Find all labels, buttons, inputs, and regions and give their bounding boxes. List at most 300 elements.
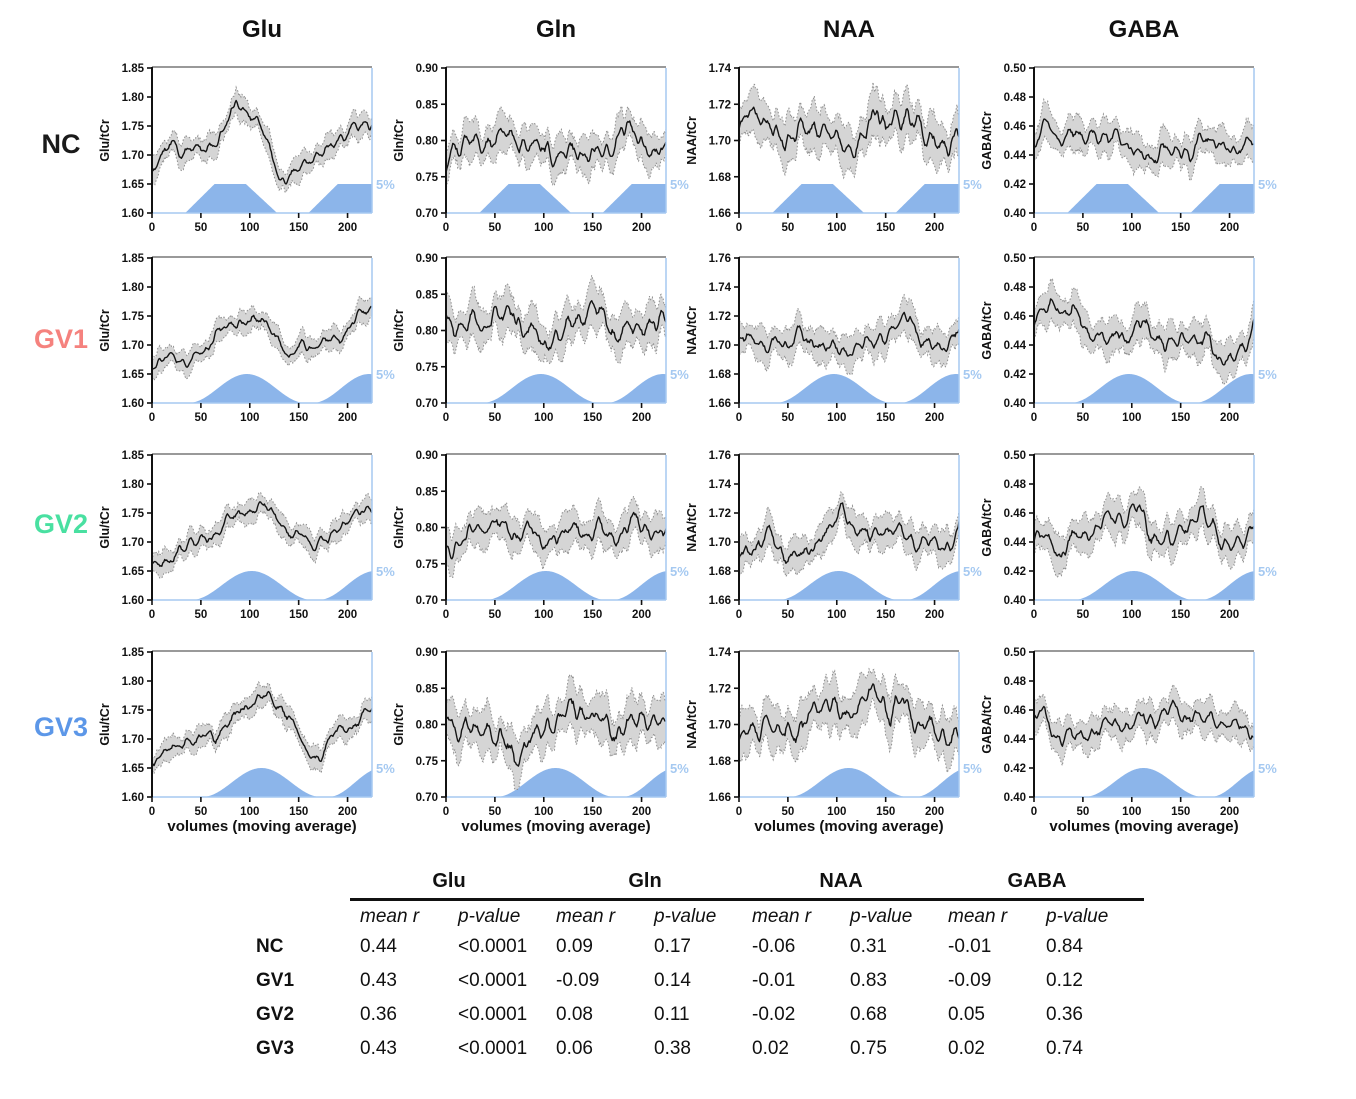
table-subheader: p-value bbox=[1046, 906, 1109, 927]
table-subheader: p-value bbox=[458, 906, 521, 927]
confidence-band bbox=[446, 275, 666, 364]
table-cell: 0.02 bbox=[752, 1038, 789, 1059]
y-tick-label: 0.70 bbox=[415, 208, 438, 220]
x-tick-label: 50 bbox=[488, 609, 502, 621]
x-tick-label: 200 bbox=[337, 806, 358, 818]
stim-percent-label: 5% bbox=[376, 761, 395, 776]
plot-gv2-naa bbox=[682, 449, 995, 622]
x-tick-label: 150 bbox=[1171, 806, 1191, 818]
x-tick-label: 50 bbox=[194, 806, 208, 818]
subplot-svg bbox=[95, 646, 408, 819]
y-tick-label: 1.75 bbox=[121, 705, 144, 717]
table-cell: 0.08 bbox=[556, 1004, 593, 1025]
plot-nc-glu bbox=[95, 62, 408, 235]
stim-percent-label: 5% bbox=[1258, 367, 1277, 382]
stim-percent-label: 5% bbox=[376, 564, 395, 579]
x-tick-label: 150 bbox=[1171, 222, 1191, 234]
confidence-band bbox=[152, 87, 372, 192]
y-axis-title: Gln/tCr bbox=[392, 309, 406, 352]
x-tick-label: 200 bbox=[924, 222, 945, 234]
y-tick-label: 1.68 bbox=[708, 566, 731, 578]
table-cell: -0.01 bbox=[752, 970, 796, 991]
x-tick-label: 200 bbox=[337, 609, 358, 621]
y-tick-label: 1.65 bbox=[121, 369, 144, 381]
confidence-band bbox=[152, 682, 372, 774]
table-cell: 0.02 bbox=[948, 1038, 985, 1059]
y-axis-title: Glu/tCr bbox=[98, 119, 112, 162]
confidence-band bbox=[1034, 99, 1254, 180]
column-title-gln: Gln bbox=[536, 16, 576, 43]
stimulus-wave bbox=[1034, 184, 1254, 213]
y-axis-title: GABA/tCr bbox=[980, 498, 994, 557]
y-tick-label: 0.90 bbox=[415, 647, 438, 659]
plot-gv3-glu bbox=[95, 646, 408, 819]
y-tick-label: 0.50 bbox=[1003, 647, 1026, 659]
y-tick-label: 1.65 bbox=[121, 566, 144, 578]
table-cell: 0.84 bbox=[1046, 936, 1083, 957]
stim-percent-label: 5% bbox=[376, 367, 395, 382]
x-tick-label: 0 bbox=[442, 222, 450, 234]
x-tick-label: 100 bbox=[240, 222, 260, 234]
y-tick-label: 1.68 bbox=[708, 171, 731, 184]
y-tick-label: 1.66 bbox=[708, 792, 731, 804]
y-axis-title: Glu/tCr bbox=[98, 506, 112, 549]
y-tick-label: 1.85 bbox=[121, 253, 144, 265]
x-tick-label: 150 bbox=[1171, 412, 1191, 424]
y-tick-label: 1.76 bbox=[708, 450, 731, 462]
confidence-band bbox=[739, 669, 959, 773]
table-cell: 0.06 bbox=[556, 1038, 593, 1059]
y-tick-label: 0.75 bbox=[415, 361, 438, 374]
stim-percent-label: 5% bbox=[963, 367, 982, 382]
y-tick-label: 0.40 bbox=[1003, 398, 1026, 410]
x-tick-label: 150 bbox=[876, 412, 896, 424]
y-tick-label: 0.48 bbox=[1003, 282, 1026, 294]
table-cell: <0.0001 bbox=[458, 936, 528, 957]
x-tick-label: 200 bbox=[924, 806, 945, 818]
stimulus-wave bbox=[446, 184, 666, 213]
x-tick-label: 150 bbox=[583, 806, 603, 818]
y-tick-label: 1.68 bbox=[708, 755, 731, 768]
subplot-svg bbox=[95, 62, 408, 235]
table-cell: 0.44 bbox=[360, 936, 397, 957]
table-group-glu: Glu bbox=[432, 870, 466, 892]
y-tick-label: 1.75 bbox=[121, 311, 144, 323]
stimulus-wave bbox=[446, 768, 666, 797]
y-tick-label: 0.42 bbox=[1003, 566, 1026, 578]
y-tick-label: 1.72 bbox=[708, 683, 731, 696]
subplot-svg bbox=[977, 646, 1290, 819]
y-axis-title: GABA/tCr bbox=[980, 301, 994, 360]
y-tick-label: 0.46 bbox=[1003, 311, 1026, 323]
x-tick-label: 100 bbox=[1122, 806, 1142, 818]
y-axis-title: GABA/tCr bbox=[980, 111, 994, 170]
x-tick-label: 0 bbox=[735, 609, 743, 621]
x-tick-label: 100 bbox=[240, 412, 260, 424]
confidence-band bbox=[152, 492, 372, 578]
x-tick-label: 50 bbox=[488, 806, 502, 818]
stim-percent-label: 5% bbox=[376, 177, 395, 192]
x-tick-label: 150 bbox=[583, 412, 603, 424]
x-tick-label: 200 bbox=[1219, 412, 1240, 424]
y-axis-title: Gln/tCr bbox=[392, 703, 406, 746]
subplot-svg bbox=[95, 449, 408, 622]
y-tick-label: 0.80 bbox=[415, 325, 438, 338]
y-axis-title: Gln/tCr bbox=[392, 506, 406, 549]
confidence-band bbox=[739, 295, 959, 375]
plot-nc-naa bbox=[682, 62, 995, 235]
y-tick-label: 1.68 bbox=[708, 369, 731, 381]
column-title-naa: NAA bbox=[823, 16, 875, 43]
x-tick-label: 50 bbox=[488, 412, 502, 424]
row-label-nc: NC bbox=[41, 129, 81, 159]
y-tick-label: 0.90 bbox=[415, 450, 438, 462]
column-title-glu: Glu bbox=[242, 16, 282, 43]
subplot-svg bbox=[389, 62, 702, 235]
x-tick-label: 50 bbox=[194, 609, 208, 621]
plot-gv1-glu bbox=[95, 252, 408, 425]
y-tick-label: 1.80 bbox=[121, 676, 144, 688]
x-tick-label: 150 bbox=[289, 609, 309, 621]
subplot-svg bbox=[682, 252, 995, 425]
stimulus-wave bbox=[739, 184, 959, 213]
table-cell: 0.36 bbox=[360, 1004, 397, 1025]
x-axis-label: volumes (moving average) bbox=[461, 818, 651, 835]
stimulus-wave bbox=[1034, 768, 1254, 797]
table-cell: 0.43 bbox=[360, 1038, 397, 1059]
x-tick-label: 200 bbox=[1219, 609, 1240, 621]
stim-percent-label: 5% bbox=[963, 177, 982, 192]
y-tick-label: 0.48 bbox=[1003, 92, 1026, 104]
y-tick-label: 0.42 bbox=[1003, 369, 1026, 381]
confidence-band bbox=[1034, 685, 1254, 766]
x-tick-label: 100 bbox=[1122, 609, 1142, 621]
x-axis-label: volumes (moving average) bbox=[1049, 818, 1239, 835]
table-header-rule bbox=[350, 898, 1144, 901]
stimulus-wave bbox=[446, 571, 666, 600]
y-tick-label: 1.70 bbox=[121, 537, 144, 549]
y-axis-title: GABA/tCr bbox=[980, 695, 994, 754]
y-tick-label: 0.46 bbox=[1003, 508, 1026, 520]
y-tick-label: 1.70 bbox=[708, 340, 731, 352]
y-tick-label: 0.50 bbox=[1003, 253, 1026, 265]
plot-gv2-gln bbox=[389, 449, 702, 622]
x-tick-label: 100 bbox=[1122, 412, 1142, 424]
subplot-svg bbox=[682, 646, 995, 819]
subplot-svg bbox=[389, 449, 702, 622]
x-tick-label: 0 bbox=[442, 609, 450, 621]
x-tick-label: 50 bbox=[194, 412, 208, 424]
x-tick-label: 50 bbox=[1076, 806, 1090, 818]
stim-percent-label: 5% bbox=[1258, 761, 1277, 776]
table-cell: -0.09 bbox=[556, 970, 600, 991]
confidence-band bbox=[1034, 487, 1254, 577]
column-title-gaba: GABA bbox=[1108, 16, 1180, 43]
y-axis-title: Glu/tCr bbox=[98, 703, 112, 746]
x-tick-label: 100 bbox=[534, 806, 554, 818]
plot-gv3-naa bbox=[682, 646, 995, 819]
y-tick-label: 0.80 bbox=[415, 135, 438, 148]
plot-gv2-gaba bbox=[977, 449, 1290, 622]
x-tick-label: 200 bbox=[631, 806, 652, 818]
table-cell: 0.74 bbox=[1046, 1038, 1083, 1059]
x-tick-label: 100 bbox=[827, 412, 847, 424]
stim-percent-label: 5% bbox=[670, 177, 689, 192]
y-tick-label: 1.70 bbox=[708, 135, 731, 148]
y-tick-label: 0.85 bbox=[415, 99, 438, 112]
y-tick-label: 0.70 bbox=[415, 792, 438, 804]
table-cell: <0.0001 bbox=[458, 970, 528, 991]
y-axis-title: NAA/tCr bbox=[685, 116, 699, 165]
subplot-svg bbox=[977, 62, 1290, 235]
table-cell: 0.68 bbox=[850, 1004, 887, 1025]
stimulus-wave bbox=[152, 768, 372, 797]
y-axis-title: NAA/tCr bbox=[685, 700, 699, 749]
x-tick-label: 50 bbox=[1076, 609, 1090, 621]
table-group-gln: Gln bbox=[628, 870, 662, 892]
y-axis-title: Glu/tCr bbox=[98, 309, 112, 352]
table-cell: 0.17 bbox=[654, 936, 691, 957]
x-tick-label: 0 bbox=[735, 806, 743, 818]
x-tick-label: 100 bbox=[534, 412, 554, 424]
x-tick-label: 200 bbox=[631, 222, 652, 234]
x-tick-label: 50 bbox=[488, 222, 502, 234]
y-tick-label: 1.80 bbox=[121, 92, 144, 104]
x-tick-label: 50 bbox=[781, 806, 795, 818]
y-tick-label: 1.66 bbox=[708, 398, 731, 410]
x-tick-label: 150 bbox=[876, 806, 896, 818]
x-axis-label: volumes (moving average) bbox=[754, 818, 944, 835]
y-tick-label: 1.74 bbox=[708, 647, 731, 659]
y-tick-label: 1.66 bbox=[708, 595, 731, 607]
table-cell: -0.06 bbox=[752, 936, 796, 957]
row-label-gv1: GV1 bbox=[33, 324, 89, 354]
table-cell: 0.09 bbox=[556, 936, 593, 957]
stim-percent-label: 5% bbox=[963, 761, 982, 776]
table-cell: 0.05 bbox=[948, 1004, 985, 1025]
stimulus-wave bbox=[1034, 374, 1254, 403]
y-tick-label: 0.48 bbox=[1003, 479, 1026, 491]
stimulus-wave bbox=[1034, 571, 1254, 600]
y-tick-label: 1.65 bbox=[121, 763, 144, 775]
x-tick-label: 50 bbox=[194, 222, 208, 234]
table-cell: 0.36 bbox=[1046, 1004, 1083, 1025]
y-tick-label: 1.70 bbox=[708, 719, 731, 732]
table-cell: 0.75 bbox=[850, 1038, 887, 1059]
x-tick-label: 100 bbox=[1122, 222, 1142, 234]
subplot-svg bbox=[389, 646, 702, 819]
y-tick-label: 0.44 bbox=[1003, 340, 1026, 352]
x-tick-label: 50 bbox=[1076, 412, 1090, 424]
x-tick-label: 50 bbox=[781, 412, 795, 424]
x-tick-label: 100 bbox=[534, 609, 554, 621]
y-axis-title: NAA/tCr bbox=[685, 503, 699, 552]
y-tick-label: 1.60 bbox=[121, 595, 144, 607]
table-cell: 0.83 bbox=[850, 970, 887, 991]
subplot-svg bbox=[682, 449, 995, 622]
y-tick-label: 1.70 bbox=[121, 734, 144, 746]
table-group-naa: NAA bbox=[819, 870, 863, 892]
y-tick-label: 1.80 bbox=[121, 479, 144, 491]
x-tick-label: 0 bbox=[1030, 222, 1038, 234]
table-cell: 0.38 bbox=[654, 1038, 691, 1059]
y-tick-label: 1.85 bbox=[121, 63, 144, 75]
stimulus-wave bbox=[739, 374, 959, 403]
table-cell: 0.12 bbox=[1046, 970, 1083, 991]
table-row-label: GV1 bbox=[256, 970, 295, 991]
y-tick-label: 0.42 bbox=[1003, 179, 1026, 191]
y-tick-label: 1.65 bbox=[121, 179, 144, 191]
table-cell: -0.01 bbox=[948, 936, 992, 957]
stim-percent-label: 5% bbox=[1258, 564, 1277, 579]
stim-percent-label: 5% bbox=[670, 564, 689, 579]
y-tick-label: 0.40 bbox=[1003, 595, 1026, 607]
y-tick-label: 0.85 bbox=[415, 683, 438, 696]
y-tick-label: 0.75 bbox=[415, 558, 438, 571]
x-tick-label: 0 bbox=[148, 222, 156, 234]
x-tick-label: 50 bbox=[781, 609, 795, 621]
y-tick-label: 0.75 bbox=[415, 755, 438, 768]
y-tick-label: 0.85 bbox=[415, 486, 438, 499]
y-tick-label: 1.60 bbox=[121, 208, 144, 220]
x-tick-label: 150 bbox=[583, 609, 603, 621]
stim-percent-label: 5% bbox=[670, 367, 689, 382]
x-tick-label: 0 bbox=[442, 806, 450, 818]
row-label-gv2: GV2 bbox=[33, 509, 89, 539]
x-tick-label: 150 bbox=[289, 806, 309, 818]
y-tick-label: 1.76 bbox=[708, 253, 731, 265]
stim-percent-label: 5% bbox=[1258, 177, 1277, 192]
table-cell: -0.09 bbox=[948, 970, 992, 991]
subplot-svg bbox=[977, 449, 1290, 622]
y-tick-label: 0.85 bbox=[415, 289, 438, 302]
y-tick-label: 1.85 bbox=[121, 450, 144, 462]
x-tick-label: 0 bbox=[148, 412, 156, 424]
x-tick-label: 200 bbox=[924, 412, 945, 424]
x-tick-label: 100 bbox=[827, 806, 847, 818]
y-tick-label: 0.75 bbox=[415, 171, 438, 184]
x-tick-label: 50 bbox=[1076, 222, 1090, 234]
table-cell: <0.0001 bbox=[458, 1004, 528, 1025]
y-tick-label: 0.70 bbox=[415, 398, 438, 410]
table-row-label: NC bbox=[256, 936, 284, 957]
x-tick-label: 200 bbox=[631, 609, 652, 621]
table-subheader: mean r bbox=[556, 906, 616, 927]
table-cell: 0.14 bbox=[654, 970, 691, 991]
table-subheader: mean r bbox=[360, 906, 420, 927]
x-tick-label: 150 bbox=[583, 222, 603, 234]
y-tick-label: 0.44 bbox=[1003, 734, 1026, 746]
x-tick-label: 150 bbox=[289, 222, 309, 234]
x-axis-label: volumes (moving average) bbox=[167, 818, 357, 835]
y-tick-label: 1.72 bbox=[708, 311, 731, 323]
y-tick-label: 0.80 bbox=[415, 719, 438, 732]
x-tick-label: 150 bbox=[876, 222, 896, 234]
stim-percent-label: 5% bbox=[963, 564, 982, 579]
y-tick-label: 0.40 bbox=[1003, 792, 1026, 804]
y-tick-label: 1.74 bbox=[708, 63, 731, 75]
x-tick-label: 100 bbox=[827, 222, 847, 234]
y-tick-label: 0.42 bbox=[1003, 763, 1026, 775]
table-cell: 0.43 bbox=[360, 970, 397, 991]
stimulus-wave bbox=[152, 184, 372, 213]
x-tick-label: 100 bbox=[534, 222, 554, 234]
table-cell: 0.11 bbox=[654, 1004, 690, 1025]
stimulus-wave bbox=[739, 571, 959, 600]
x-tick-label: 0 bbox=[1030, 609, 1038, 621]
confidence-band bbox=[446, 496, 666, 577]
x-tick-label: 200 bbox=[631, 412, 652, 424]
stimulus-wave bbox=[152, 374, 372, 403]
plot-gv3-gln bbox=[389, 646, 702, 819]
x-tick-label: 0 bbox=[1030, 412, 1038, 424]
x-tick-label: 0 bbox=[148, 609, 156, 621]
confidence-band bbox=[152, 297, 372, 381]
plot-nc-gaba bbox=[977, 62, 1290, 235]
y-tick-label: 1.80 bbox=[121, 282, 144, 294]
row-label-gv3: GV3 bbox=[33, 712, 89, 742]
confidence-band bbox=[1034, 278, 1254, 384]
plot-gv2-glu bbox=[95, 449, 408, 622]
y-tick-label: 1.85 bbox=[121, 647, 144, 659]
y-tick-label: 1.72 bbox=[708, 99, 731, 112]
table-cell: 0.31 bbox=[850, 936, 887, 957]
x-tick-label: 200 bbox=[337, 222, 358, 234]
table-subheader: mean r bbox=[948, 906, 1008, 927]
y-axis-title: Gln/tCr bbox=[392, 119, 406, 162]
subplot-svg bbox=[682, 62, 995, 235]
x-tick-label: 0 bbox=[735, 412, 743, 424]
plot-gv1-gaba bbox=[977, 252, 1290, 425]
y-tick-label: 1.66 bbox=[708, 208, 731, 220]
x-tick-label: 50 bbox=[781, 222, 795, 234]
y-tick-label: 0.46 bbox=[1003, 121, 1026, 133]
x-tick-label: 0 bbox=[148, 806, 156, 818]
plot-nc-gln bbox=[389, 62, 702, 235]
y-axis-title: NAA/tCr bbox=[685, 306, 699, 355]
y-tick-label: 1.75 bbox=[121, 508, 144, 520]
x-tick-label: 200 bbox=[337, 412, 358, 424]
y-tick-label: 0.44 bbox=[1003, 150, 1026, 162]
y-tick-label: 1.72 bbox=[708, 508, 731, 520]
stimulus-wave bbox=[446, 374, 666, 403]
table-cell: -0.02 bbox=[752, 1004, 796, 1025]
table-row-label: GV3 bbox=[256, 1038, 295, 1059]
x-tick-label: 200 bbox=[924, 609, 945, 621]
x-tick-label: 0 bbox=[735, 222, 743, 234]
y-tick-label: 1.60 bbox=[121, 792, 144, 804]
x-tick-label: 0 bbox=[1030, 806, 1038, 818]
x-tick-label: 200 bbox=[1219, 222, 1240, 234]
y-tick-label: 0.50 bbox=[1003, 450, 1026, 462]
plot-gv1-gln bbox=[389, 252, 702, 425]
y-tick-label: 1.74 bbox=[708, 282, 731, 294]
y-tick-label: 0.44 bbox=[1003, 537, 1026, 549]
x-tick-label: 100 bbox=[827, 609, 847, 621]
y-tick-label: 0.48 bbox=[1003, 676, 1026, 688]
x-tick-label: 100 bbox=[240, 609, 260, 621]
y-tick-label: 1.70 bbox=[121, 150, 144, 162]
y-tick-label: 1.70 bbox=[708, 537, 731, 549]
y-tick-label: 0.70 bbox=[415, 595, 438, 607]
table-subheader: p-value bbox=[850, 906, 913, 927]
y-tick-label: 0.46 bbox=[1003, 705, 1026, 717]
subplot-svg bbox=[95, 252, 408, 425]
plot-gv3-gaba bbox=[977, 646, 1290, 819]
y-tick-label: 1.74 bbox=[708, 479, 731, 491]
table-subheader: p-value bbox=[654, 906, 717, 927]
y-tick-label: 0.90 bbox=[415, 253, 438, 265]
